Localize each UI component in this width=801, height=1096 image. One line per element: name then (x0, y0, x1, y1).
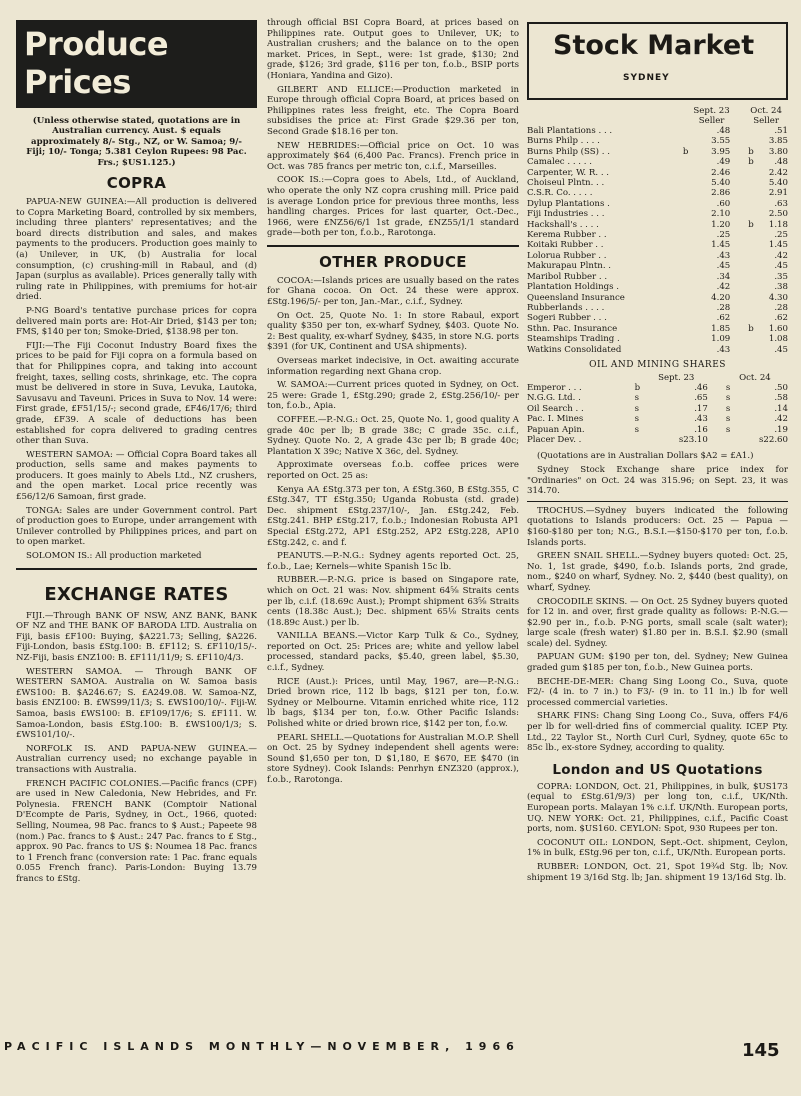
value-1: 1.45 (711, 240, 731, 251)
table-row (527, 147, 788, 157)
value-1: .28 (716, 302, 731, 313)
london-us-heading: London and US Quotations (552, 761, 763, 778)
marker-1: s (634, 414, 640, 425)
header-seller-2: Seller (753, 116, 779, 126)
table-row (527, 261, 788, 271)
value-1: .43 (716, 344, 731, 355)
stock-name: Lolorua Rubber . . (527, 250, 607, 261)
stock-name: Burns Philp . . . . (527, 136, 600, 147)
table-row (527, 251, 788, 261)
stock-name: Emperor . . . (527, 382, 582, 393)
paragraph: Overseas market indecisive, in Oct. awaiting accurate information regarding next Ghana crop. (267, 356, 519, 377)
marker-2 (744, 136, 758, 146)
marker-2 (744, 345, 758, 355)
stock-name: Maribol Rubber . . (527, 271, 608, 282)
table-row (527, 293, 788, 303)
paragraph: BECHE-DE-MER: Chang Sing Loong Co., Suva, quote F2/- (4 in. to 7 in.) to F3/- (9 in. to 11 in.) lb for well processed commercial varieties. (527, 676, 788, 708)
marker-1 (679, 324, 693, 334)
marker-2: b (748, 323, 754, 334)
marker-2 (722, 435, 736, 445)
stock-name: Papuan Apin. (527, 424, 585, 435)
marker-2: b (748, 157, 754, 168)
paragraph: FIJI.—Through BANK OF NSW, ANZ BANK, BANK OF NZ and THE BANK OF BARODA LTD. Australia on Fiji, basis £F100: Buying, $A221.73; Selling, $A226. Fiji-London, basis £Stg.100: B. £F112; S. £F110/15/-. NZ-Fiji, basis £NZ100: B. £F111/11/9; S. £F110/4/3. (16, 610, 257, 663)
value-1: .65 (694, 393, 708, 404)
paragraph: NORFOLK IS. AND PAPUA-NEW GUINEA.—Australian currency used; no exchange payable in transactions with Australia. (16, 743, 257, 775)
marker-1 (631, 435, 645, 445)
marker-2: b (748, 219, 754, 230)
marker-2 (744, 126, 758, 136)
marker-1 (679, 303, 693, 313)
paragraph: WESTERN SAMOA. — Through BANK OF WESTERN SAMOA. Australia on W. Samoa basis £WS100: B. $A246.67; S. £A249.08. W. Samoa-NZ, basis £NZ100: B. £WS99/11/3; S. £WS100/10/-. Fiji-W. Samoa, basis £WS100: B. £F109/17/6; S. £F111. W. Samoa-London, basis £Stg.100: B. £WS100/1/3; S. £WS101/10/-. (16, 666, 257, 741)
stock-name: Pac. I. Mines (527, 414, 584, 425)
stock-name: Rubberlands . . . . (527, 302, 605, 313)
table-row (527, 157, 788, 167)
divider (527, 501, 788, 502)
divider (16, 568, 257, 570)
value-2: .42 (774, 414, 788, 425)
paragraph: TONGA: Sales are under Government control. Part of production goes to Europe, under arrangement with Unilever controlled by Philippines prices, and part on to open market. (16, 505, 257, 548)
value-1: 2.10 (711, 209, 731, 220)
table-row (527, 303, 788, 313)
stock-name: Sthn. Pac. Insurance (527, 323, 618, 334)
column-left (16, 18, 257, 1026)
table-row (527, 435, 788, 445)
value-2: 1.60 (768, 323, 788, 334)
table-row (527, 425, 788, 435)
marker-2 (744, 240, 758, 250)
paragraph: (Quotations are in Australian Dollars $A2 = £A1.) (537, 451, 754, 462)
value-1: 4.20 (711, 292, 731, 303)
marker-2 (744, 313, 758, 323)
stock-name: Choiseul Plntn. . . (527, 178, 605, 189)
table-row (527, 313, 788, 323)
oil-mining-heading: OIL AND MINING SHARES (589, 359, 726, 370)
other-produce-section (267, 276, 519, 786)
table-row (527, 345, 788, 355)
table-row (527, 168, 788, 178)
value-2: .63 (774, 198, 788, 209)
value-2: .62 (774, 313, 788, 324)
value-1: 2.86 (711, 188, 731, 199)
stock-name: Burns Philp (SS) . . (527, 146, 610, 157)
value-2: .14 (774, 403, 788, 414)
marker-1 (679, 230, 693, 240)
value-2: .35 (774, 271, 788, 282)
marker-2 (744, 199, 758, 209)
table-row (527, 136, 788, 146)
marker-2 (744, 178, 758, 188)
marker-1 (679, 126, 693, 136)
marker-2 (744, 230, 758, 240)
stock-name: Camalec . . . . . (527, 157, 592, 168)
paragraph: CROCODILE SKINS. — On Oct. 25 Sydney buyers quoted for 12 in. and over, first grade quality as follows: P.-N.G.— $2.90 per in., f.o.b. P-NG ports, small scale (salt water); large scale (fresh water) $1.80 per in. B.S.I. $2.90 (small scale) del. Sydney. (527, 596, 788, 649)
value-1: .43 (716, 250, 731, 261)
misc-produce-section (527, 506, 788, 754)
paragraph: On Oct. 25, Quote No. 1: In store Rabaul, export quality $350 per ton, ex-wharf Sydney, $403. Quote No. 2: Best quality, ex-wharf Sydney, $435, in store N.G. ports $391 (for UK, Continent and USA shipments). (267, 310, 519, 353)
marker-2 (744, 303, 758, 313)
stock-name: Watkins Consolidated (527, 344, 622, 355)
stock-notes (527, 451, 788, 496)
paragraph: PEANUTS.—P.-N.G.: Sydney agents reported Oct. 25, f.o.b., Lae; Kernels—white Spanish 15c lb. (267, 551, 519, 572)
oil-table (527, 373, 788, 445)
london-us-section (527, 782, 788, 883)
table-row (527, 199, 788, 209)
marker-2 (744, 261, 758, 271)
copra-continued (267, 18, 519, 239)
value-1: s23.10 (678, 434, 708, 445)
value-1: 3.95 (711, 146, 731, 157)
paragraph: COCOA:—Islands prices are usually based on the rates for Ghana cocoa. On Oct. 24 these were approx. £Stg.196/5/- per ton, Jan.-Mar., c.i.f., Sydney. (267, 275, 519, 308)
value-2: .45 (774, 344, 788, 355)
paragraph: VANILLA BEANS.—Victor Karp Tulk & Co., Sydney, reported on Oct. 25: Prices are; white and yellow label processed, standard packs, $5.40, green label, $5.30, c.i.f., Sydney. (267, 631, 519, 674)
marker-1 (679, 251, 693, 261)
marker-2: s (725, 403, 731, 414)
paragraph: through official BSI Copra Board, at prices based on Philippines rate. Output goes to Unilever, UK; to Australian crushers; and the balance on to the open market. Prices, in Sept., were: 1st grade, $130; 2nd grade, $126; 3rd grade, $116 per ton, f.o.b., BSIP ports (Honiara, Yandina and Gizo). (267, 18, 519, 81)
stock-table (527, 106, 788, 355)
marker-1: s (634, 393, 640, 404)
stock-name: Sogeri Rubber . . . (527, 313, 607, 324)
stock-table-subheader (527, 116, 788, 126)
stock-market-heading: Stock Market (553, 30, 755, 61)
marker-1 (679, 199, 693, 209)
table-row (527, 240, 788, 250)
value-1: 5.40 (711, 178, 731, 189)
value-1: .62 (716, 313, 731, 324)
marker-2 (744, 209, 758, 219)
header-name (527, 116, 679, 126)
value-1: 3.55 (711, 136, 731, 147)
paragraph: RUBBER.—P.-N.G. price is based on Singapore rate, which on Oct. 21 was: Nov. shipment 64⅝ Straits cents per lb, c.i.f. (18.69c Aust.); Prompt shipment 63⅝ Straits cents (18.38c Aust.); Dec. shipment 65⅛ Straits cents (18.89c Aust.) per lb. (267, 575, 519, 628)
stock-name: Koitaki Rubber . . (527, 240, 604, 251)
exchange-heading: EXCHANGE RATES (44, 583, 229, 605)
value-2: 3.85 (768, 136, 788, 147)
table-row (527, 282, 788, 292)
stock-name: Placer Dev. . (527, 434, 582, 445)
value-2: 2.50 (768, 209, 788, 220)
header-date-1: Sept. 23 (658, 372, 695, 383)
intro-note: (Unless otherwise stated, quotations are in Australian currency. Aust. $ equals approximately 8/- Stg., NZ, or W. Samoa; 9/- Fiji; 10/- Tonga; 5.381 Ceylon Rupees: 98 Pac. Frs.; $US1.125.) (26, 116, 247, 168)
paragraph: GREEN SNAIL SHELL.—Sydney buyers quoted: Oct. 25, No. 1, 1st grade, $490, f.o.b. Islands ports, 2nd grade, nom., $240 on wharf, Sydney. No. 2, $440 (best quality), on wharf, Sydney. (527, 551, 788, 593)
copra-heading: COPRA (106, 174, 167, 193)
copra-section (16, 197, 257, 562)
marker-1 (679, 178, 693, 188)
paragraph: RUBBER: LONDON, Oct. 21, Spot 19¾d Stg. lb; Nov. shipment 19 3/16d Stg. lb; Jan. shipment 19 13/16d Stg. lb. (527, 861, 788, 883)
marker-2: s (725, 424, 731, 435)
value-1: .46 (694, 382, 708, 393)
marker-2 (744, 282, 758, 292)
value-1: 1.20 (711, 219, 731, 230)
marker-1 (679, 188, 693, 198)
marker-2: b (748, 146, 754, 157)
value-1: .48 (716, 126, 731, 136)
marker-1: b (634, 382, 641, 393)
stock-name: Dylup Plantations . (527, 198, 610, 209)
value-2: 1.18 (768, 219, 788, 230)
marker-1 (679, 240, 693, 250)
paragraph: Sydney Stock Exchange share price index for "Ordinaries" on Oct. 24 was 315.96; on Sept. 23, it was 314.70. (527, 464, 788, 497)
header-date-1: Sept. 23 (693, 106, 730, 116)
marker-1: s (634, 424, 640, 435)
marker-1 (679, 136, 693, 146)
paragraph: PAPUA-NEW GUINEA:—All production is delivered to Copra Marketing Board, controlled by six members, including three planters' representatives; and the board directs distribution and sales, and makes payments to the producers. Production goes mainly to (a) Unilever, in UK, (b) Australia for local consumption, (c) crushing-mill in Rabaul, and (d) Japan (surplus as available). Prices generally tally with ruling rate in Philippines, with premiums for hot-air dried. (16, 197, 257, 303)
stock-name: Makurapau Plntn. . (527, 261, 612, 272)
header-seller-1: Seller (698, 116, 725, 126)
marker-2 (744, 334, 758, 344)
paragraph: SHARK FINS: Chang Sing Loong Co., Suva, offers F4/6 per lb for well-dried fins of commercial quality. ICEP Pty. Ltd., 22 Taylor St., North Curl Curl, Sydney, quote 65c to 85c lb., ex-store Sydney, according to quality. (527, 711, 788, 754)
marker-1 (679, 157, 693, 167)
stock-name: Queensland Insurance (527, 292, 625, 303)
marker-1 (679, 313, 693, 323)
value-1: .17 (694, 403, 708, 414)
stock-name: Bali Plantations . . . (527, 126, 613, 136)
paragraph: RICE (Aust.): Prices, until May, 1967, are—P.-N.G.: Dried brown rice, 112 lb bags, $121 per ton, f.o.w. Sydney or Melbourne. Vitamin enriched white rice, 112 lb bags, $134 per ton, f.o.w. Other Pacific Islands: Polished white or dried brown rice, $142 per ton, f.o.w. (267, 676, 519, 730)
value-2: .50 (774, 382, 788, 393)
value-2: .38 (774, 282, 788, 293)
value-2: 2.91 (768, 188, 788, 199)
marker-2: s (725, 393, 731, 404)
header-date-2: Oct. 24 (739, 372, 771, 383)
marker-2: s (725, 414, 731, 425)
city-label: SYDNEY (623, 73, 670, 83)
value-2: 3.80 (768, 146, 788, 157)
paragraph: FIJI:—The Fiji Coconut Industry Board fixes the prices to be paid for Fiji copra on a formula based on that for Philippines copra, and taking into account freight, taxes, selling costs, shrinkage, etc. The copra must be delivered in store in Suva, Levuka, Lautoka, Savusavu and Taveuni. Prices in Suva to Nov. 14 were: First grade, £F51/15/-; second grade, £F46/17/6; third grade, £F39. A scale of deductions has been established for copra delivered to grading centres other than Suva. (16, 340, 257, 447)
table-row (527, 230, 788, 240)
value-2: 2.42 (768, 167, 788, 178)
value-2: 4.30 (768, 292, 788, 303)
table-row (527, 393, 788, 403)
table-row (527, 404, 788, 414)
stock-name: Carpenter, W. R. . . (527, 167, 610, 178)
value-1: .45 (716, 261, 731, 272)
stock-name: Kerema Rubber . . (527, 230, 607, 241)
paragraph: COOK IS.:—Copra goes to Abels, Ltd., of Auckland, who operate the only NZ copra crushing mill. Price paid is average London price for previous three months, less handling charges. Prices for last quarter, Oct.-Dec., 1966, were £NZ56/6/1 1st grade, £NZ55/1/1 standard grade—both per ton, f.o.b., Rarotonga. (267, 175, 519, 239)
marker-2 (744, 272, 758, 282)
paragraph: SOLOMON IS.: All production marketed (26, 551, 202, 562)
stock-name: C.S.R. Co. . . . . (527, 188, 593, 199)
paragraph: Approximate overseas f.o.b. coffee prices were reported on Oct. 25 as: (267, 460, 519, 481)
marker-1 (679, 272, 693, 282)
value-1: 1.09 (711, 334, 731, 345)
value-2: 5.40 (768, 178, 788, 189)
table-row (527, 126, 788, 136)
table-row (527, 383, 788, 393)
paragraph: WESTERN SAMOA: — Official Copra Board takes all production, sells same and makes payments to producers. It goes mainly to Abels Ltd., NZ crushers, and the open market. Local price recently was £56/12/6 Samoan, first grade. (16, 449, 257, 503)
header-name (527, 106, 679, 116)
value-1: 2.46 (711, 167, 731, 178)
paragraph: GILBERT AND ELLICE:—Production marketed in Europe through official Copra Board, at prices based on Philippines rates less freight, etc. The Copra Board subsidises the price at: First Grade $29.36 per ton, Second Grade $18.16 per ton. (267, 84, 519, 137)
paragraph: FRENCH PACIFIC COLONIES.—Pacific francs (CPF) are used in New Caledonia, New Hebrides, and Fr. Polynesia. FRENCH BANK (Comptoir National D'Ecompte de Paris, Sydney, in Oct., 1966, quoted: Selling, Noumea, 98 Pac. francs to $ Aust.; Papeete 98 (nom.) Pac. francs to $ Aust.: 247 Pac. francs to £ Stg., approx. 90 Pac. francs to US $: Noumea 18 Pac. francs to 1 French franc (conversion rate: 1 Pac. franc equals 0.055 French franc). Paris-London: Buying 13.79 francs to £Stg. (16, 778, 257, 884)
stock-table-header (527, 106, 788, 116)
paragraph: PAPUAN GUM: $190 per ton, del. Sydney; New Guinea graded gum $185 per ton, f.o.b., New Guinea ports. (527, 652, 788, 674)
value-2: .51 (774, 126, 788, 136)
paragraph: P-NG Board's tentative purchase prices for copra delivered main ports are: Hot-Air Dried, $143 per ton; FMS, $140 per ton; Smoke-Dried, $138.98 per ton. (16, 305, 257, 338)
marker-2 (744, 251, 758, 261)
divider (267, 245, 519, 247)
page-title: Produce Prices (16, 20, 257, 108)
oil-table-header (527, 373, 788, 383)
marker-1 (679, 293, 693, 303)
table-row (527, 188, 788, 198)
paragraph: PEARL SHELL.—Quotations for Australian M.O.P. Shell on Oct. 25 by Sydney independent shell agents were: Sound $1,650 per ton, D $1,180, E $670, EE $470 (in store Sydney). Cook Islands: Penrhyn £NZ320 (approx.), f.o.b., Rarotonga. (267, 732, 519, 785)
value-2: .25 (774, 230, 788, 241)
stock-name: Fiji Industries . . . (527, 209, 605, 220)
table-row (527, 324, 788, 334)
stock-name: Plantation Holdings . (527, 282, 619, 293)
marker-2 (744, 168, 758, 178)
marker-2 (744, 188, 758, 198)
value-1: .25 (716, 230, 731, 241)
page-number: 145 (742, 1040, 780, 1061)
marker-2: s (725, 382, 731, 393)
value-2: .58 (774, 393, 788, 404)
value-1: 1.85 (711, 323, 731, 334)
value-1: .43 (694, 414, 708, 425)
value-2: .19 (774, 424, 788, 435)
marker-1 (679, 345, 693, 355)
other-produce-heading: OTHER PRODUCE (319, 252, 467, 271)
value-1: .49 (716, 157, 731, 168)
value-2: 1.08 (768, 334, 788, 345)
marker-1: s (634, 403, 640, 414)
header-name (527, 373, 631, 383)
exchange-section (16, 611, 257, 885)
stock-name: Oil Search . . (527, 403, 584, 414)
value-2: .28 (774, 302, 788, 313)
value-1: .16 (694, 424, 708, 435)
stock-market-title (527, 22, 788, 100)
stock-name: N.G.G. Ltd. . (527, 393, 581, 404)
paragraph: W. SAMOA:—Current prices quoted in Sydney, on Oct. 25 were: Grade 1, £Stg.290; grade 2, £Stg.256/10/- per ton, f.o.b., Apia. (267, 380, 519, 412)
value-2: 1.45 (768, 240, 788, 251)
marker-1 (679, 209, 693, 219)
value-2: s22.60 (758, 434, 788, 445)
value-1: .42 (716, 282, 731, 293)
value-2: .48 (774, 157, 788, 168)
marker-1 (679, 220, 693, 230)
paragraph: COCONUT OIL: LONDON, Sept.-Oct. shipment, Ceylon, 1% in bulk, £Stg.96 per ton, c.i.f., UK/Nth. European ports. (527, 837, 788, 859)
value-2: .42 (774, 250, 788, 261)
marker-1 (679, 334, 693, 344)
table-row (527, 178, 788, 188)
marker-1 (679, 168, 693, 178)
column-middle (267, 18, 519, 1026)
stock-name: Steamships Trading . (527, 334, 620, 345)
table-row (527, 334, 788, 344)
column-right (527, 18, 788, 1026)
table-row (527, 272, 788, 282)
running-footer: PACIFIC ISLANDS MONTHLY—NOVEMBER, 1966 (4, 1040, 520, 1053)
paragraph: COPRA: LONDON, Oct. 21, Philippines, in bulk, $US173 (equal to £Stg.61/9/3) per long ton, c.i.f., UK/Nth. European ports. Malayan 1% c.i.f. UK/Nth. European ports, UQ. NEW YORK: Oct. 21, Philippines, c.i.f., Pacific Coast ports, nom. $US160. CEYLON: Spot, 930 Rupees per ton. (527, 781, 788, 835)
table-row (527, 220, 788, 230)
table-row (527, 209, 788, 219)
paragraph: TROCHUS.—Sydney buyers indicated the following quotations to Islands producers: Oct. 25 — Papua — $160-$180 per ton; N.G., B.S.I.—$150-$170 per ton, f.o.b. Islands ports. (527, 505, 788, 548)
stock-name: Hackshall's . . . . (527, 219, 599, 230)
paragraph: NEW HEBRIDES:—Official price on Oct. 10 was approximately $64 (6,400 Pac. Francs). French price in Oct. was 785 francs per metric ton, c.i.f., Marseilles. (267, 140, 519, 172)
marker-1 (679, 282, 693, 292)
value-2: .45 (774, 261, 788, 272)
paragraph: Kenya AA £Stg.373 per ton, A £Stg.360, B £Stg.355, C £Stg.347, TT £Stg.350; Uganda Robusta (std. grade) Dec. shipment £Stg.237/10/-, Jan. £Stg.242, Feb. £Stg.241. BHP £Stg.217, f.o.b.; Indonesian Robusta AP1 Special £Stg.272, AP1 £Stg.252, AP2 £Stg.228, AP10 £Stg.242, c. and f. (267, 484, 519, 548)
marker-2 (744, 293, 758, 303)
marker-1 (679, 261, 693, 271)
paragraph: COFFEE.—P.-N.G.: Oct. 25, Quote No. 1, good quality A grade 40c per lb; B grade 38c; C grade 35c. c.i.f., Sydney. Quote No. 2, A grade 43c per lb; B grade 40c; Plantation X 39c; Native X 36c, del. Sydney. (267, 415, 519, 457)
header-date-2: Oct. 24 (750, 106, 782, 116)
table-row (527, 414, 788, 424)
value-1: .60 (716, 198, 731, 209)
marker-1: b (682, 146, 689, 157)
value-1: .34 (716, 271, 731, 282)
